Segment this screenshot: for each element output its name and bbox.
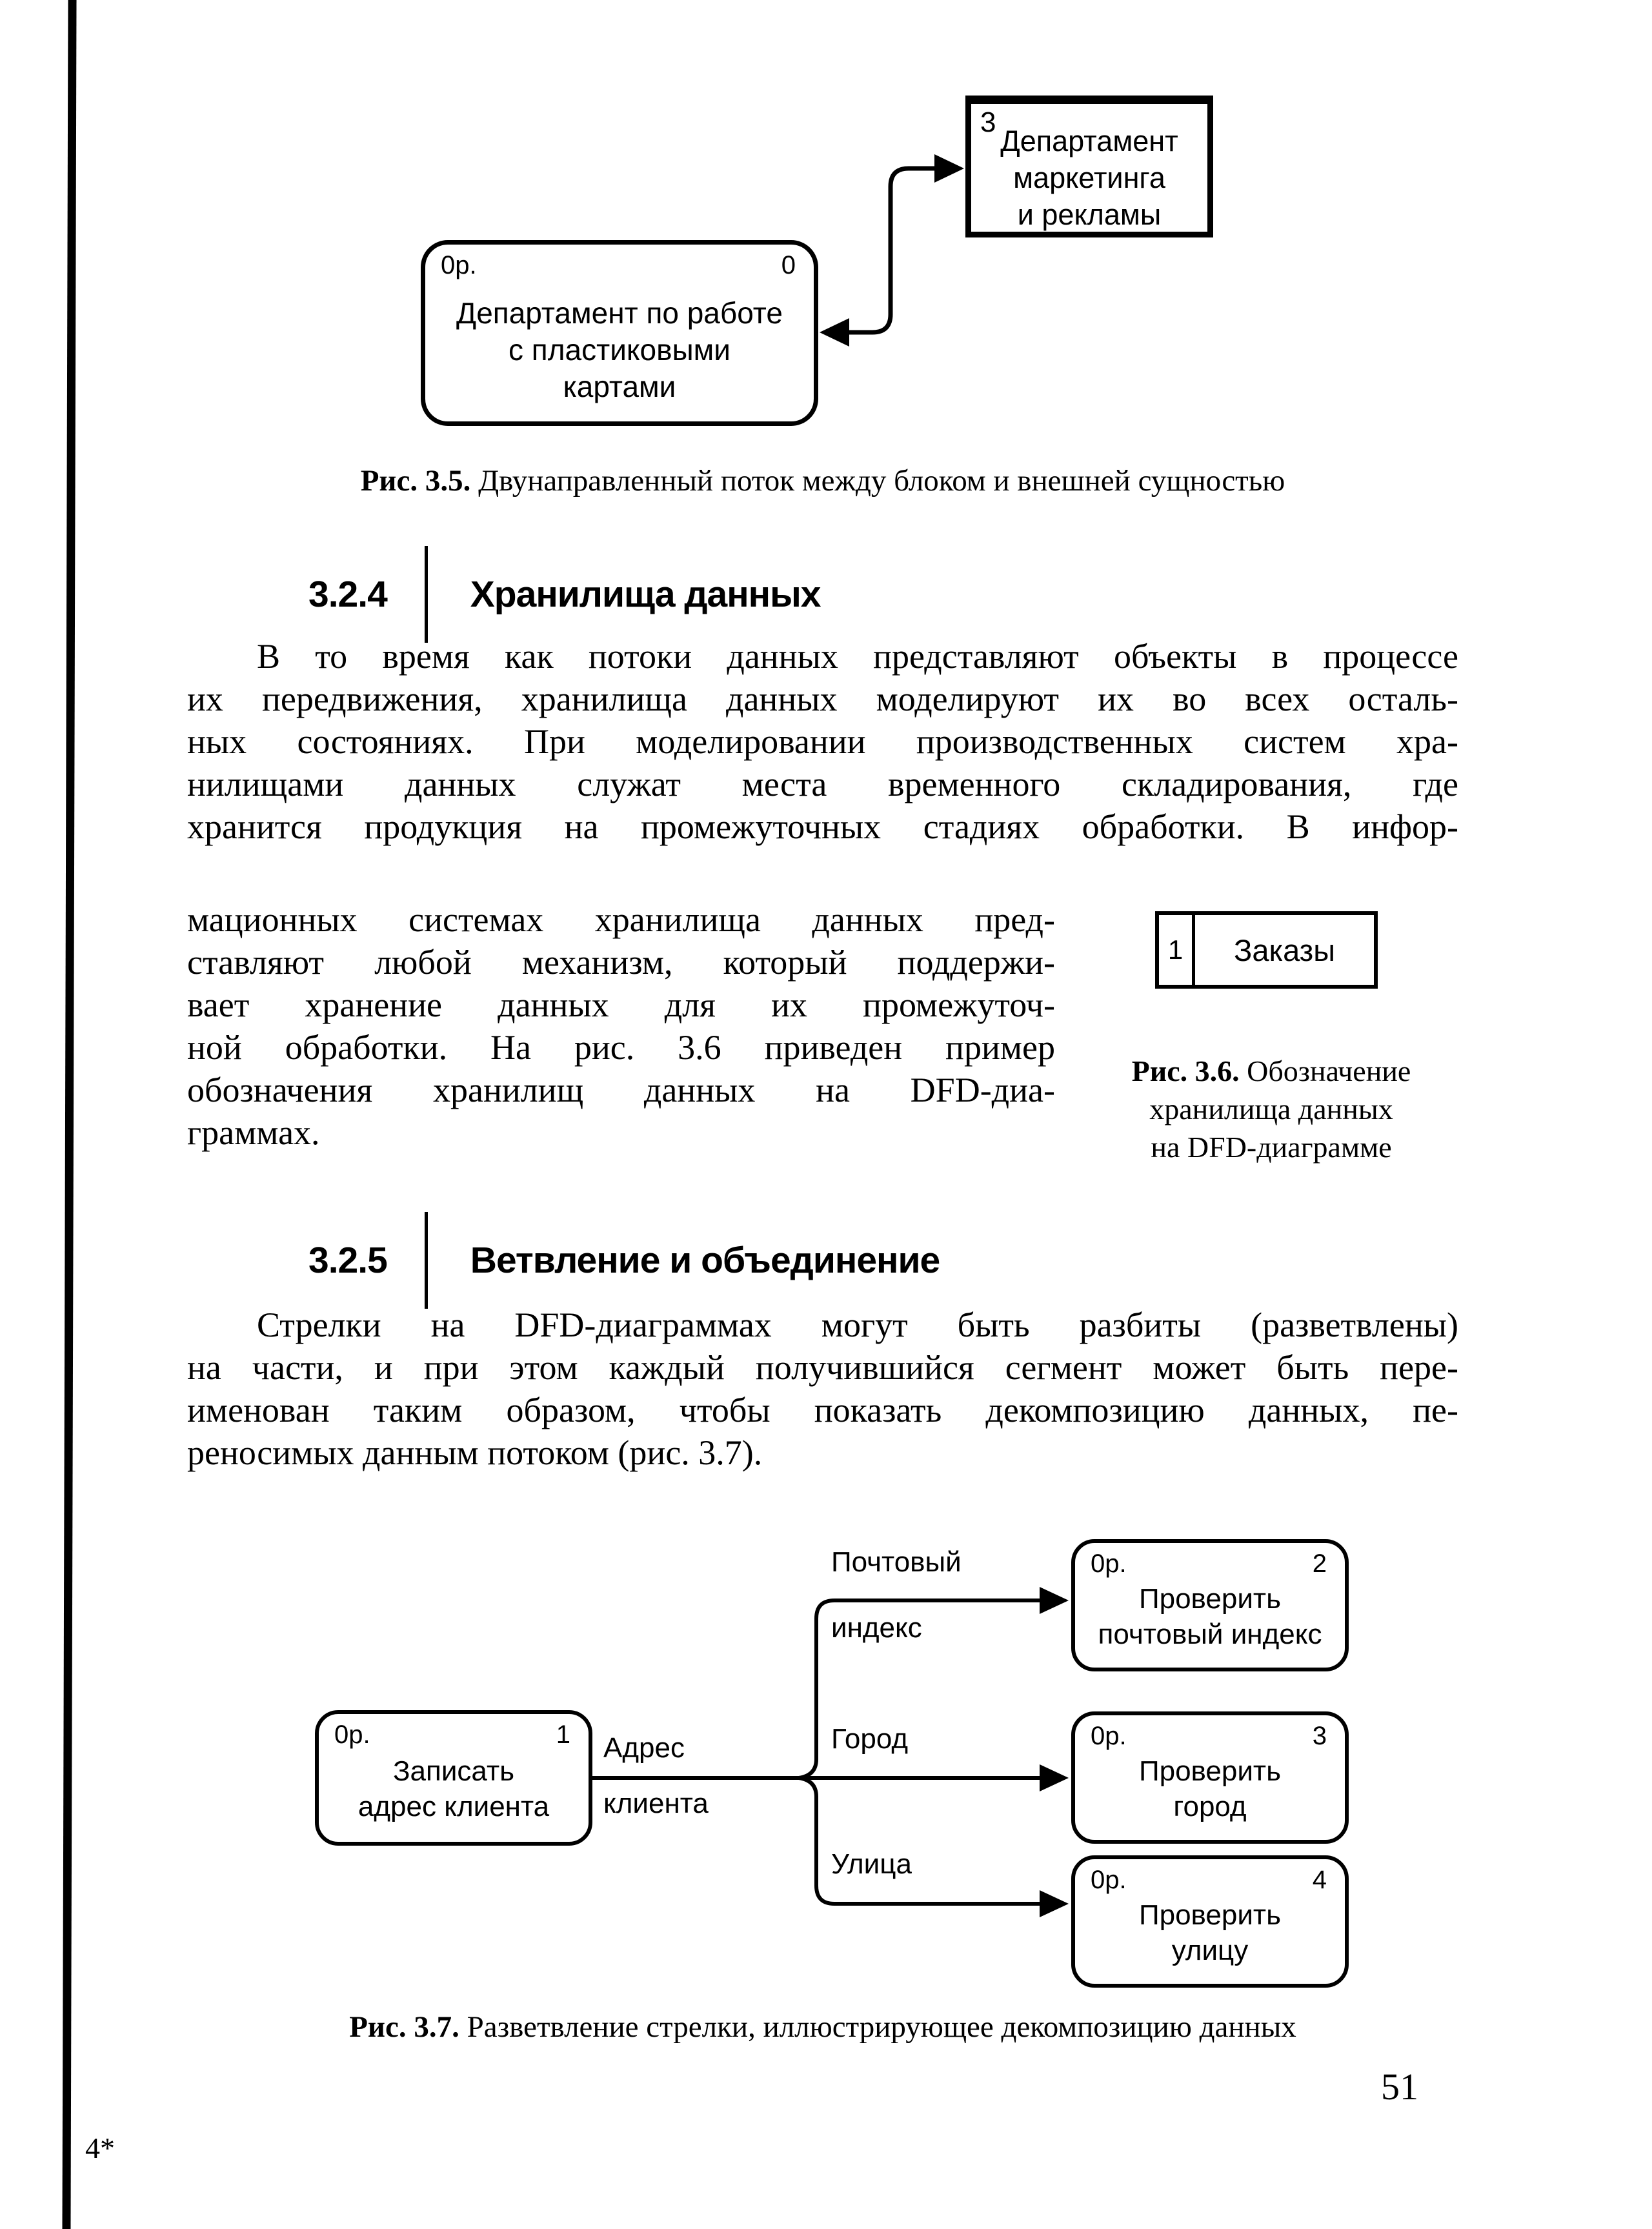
- figure37-caption-number: Рис. 3.7.: [349, 2010, 459, 2044]
- fig37-arrowhead-top: [1040, 1587, 1069, 1614]
- process-box-check-postindex: [1071, 1539, 1349, 1671]
- para1-line5: хранится продукция на промежуточных стадиях обработки. В инфор-: [187, 807, 1458, 846]
- entity-number: 3: [980, 106, 996, 138]
- process-corner-right: 2: [1312, 1549, 1327, 1578]
- para1-line7: ставляют любой механизм, который поддержи-: [187, 943, 1055, 982]
- para1-line8: вает хранение данных для их промежуточ-: [187, 985, 1055, 1024]
- figure37-caption-text: Разветвление стрелки, иллюстрирующее декомпозицию данных: [459, 2010, 1296, 2044]
- figure35-caption-number: Рис. 3.5.: [360, 464, 471, 498]
- para2-line4: реносимых данным потоком (рис. 3.7).: [187, 1433, 763, 1472]
- process-box-check-street: [1071, 1855, 1349, 1988]
- figure36-caption-line2: хранилища данных: [1149, 1093, 1393, 1125]
- section-heading-3-2-4: [308, 546, 820, 643]
- store-label: Заказы: [1233, 933, 1336, 967]
- fig35-arrowhead-right: [934, 154, 964, 183]
- flow-label-address-line2: клиента: [603, 1788, 709, 1819]
- process-label-line: Проверить: [1138, 1899, 1282, 1931]
- para1-line4: нилищами данных служат места временного складирования, где: [187, 765, 1458, 803]
- process-corner-right: 1: [556, 1720, 570, 1749]
- para1-line11: граммах.: [187, 1113, 320, 1152]
- para2-line2: на части, и при этом каждый получившийся сегмент может быть пере-: [187, 1348, 1458, 1387]
- process-corner-left: 0p.: [441, 251, 477, 279]
- process-box-record-address: [315, 1710, 592, 1846]
- process-corner-left: 0p.: [1091, 1549, 1127, 1578]
- flow-label-postindex-line2: индекс: [831, 1612, 922, 1644]
- process-label-line: Записать: [392, 1755, 515, 1787]
- entity-label-line: Департамент: [1000, 124, 1178, 157]
- fig37-arrowhead-middle: [1040, 1764, 1069, 1791]
- signature-mark: 4*: [85, 2132, 115, 2164]
- para1-line3: ных состояниях. При моделировании производственных систем хра-: [187, 722, 1458, 761]
- figure35-caption: [187, 462, 1458, 500]
- heading-divider-bar: [425, 1212, 428, 1309]
- fig37-bottom-branch: [799, 1778, 1042, 1904]
- process-label: [1075, 1543, 1345, 1668]
- paragraph-1: [187, 635, 1458, 848]
- para2-line3: именован таким образом, чтобы показать декомпозицию данных, пе-: [187, 1391, 1458, 1429]
- process-box-check-city: [1071, 1711, 1349, 1844]
- section-number: 3.2.4: [308, 574, 387, 615]
- process-label-line: картами: [563, 369, 676, 403]
- flow-label-address-line1: Адрес: [603, 1732, 685, 1764]
- page-number: 51: [1381, 2066, 1418, 2108]
- process-corner-right: 0: [781, 251, 796, 279]
- paragraph-1-narrow: [187, 898, 1055, 1154]
- entity-label: [971, 104, 1207, 232]
- process-label: [319, 1714, 589, 1842]
- para1-line2: их передвижения, хранилища данных моделируют их во всех осталь-: [187, 680, 1458, 718]
- process-label: [425, 245, 814, 421]
- entity-label-line: и рекламы: [1017, 197, 1162, 231]
- paragraph-2: [187, 1304, 1458, 1474]
- section-title: Ветвление и объединение: [470, 1240, 940, 1281]
- process-corner-left: 0p.: [334, 1720, 370, 1749]
- flow-label-city: Город: [831, 1723, 909, 1755]
- figure36-caption-number: Рис. 3.6.: [1131, 1054, 1240, 1087]
- figure36-caption: [1084, 1052, 1458, 1166]
- process-label-line: улицу: [1171, 1934, 1249, 1966]
- process-label-line: с пластиковыми: [509, 332, 730, 367]
- process-label-line: Проверить: [1138, 1582, 1282, 1615]
- section-number: 3.2.5: [308, 1240, 387, 1281]
- process-box-card-department: [421, 240, 818, 426]
- para1-line1: В то время как потоки данных представляют объекты в процессе: [257, 637, 1458, 676]
- process-corner-right: 3: [1312, 1722, 1327, 1750]
- data-store-box-orders: [1155, 911, 1378, 989]
- process-label-line: город: [1173, 1790, 1247, 1822]
- fig35-arrowhead-left: [820, 318, 849, 347]
- figure37-caption: [187, 2008, 1458, 2046]
- entity-label-line: маркетинга: [1013, 161, 1165, 194]
- process-corner-right: 4: [1312, 1866, 1327, 1894]
- process-label: [1075, 1859, 1345, 1984]
- section-title: Хранилища данных: [470, 574, 821, 615]
- para1-line10: обозначения хранилищ данных на DFD-диа-: [187, 1071, 1055, 1109]
- fig37-arrowhead-bottom: [1040, 1890, 1069, 1917]
- process-label-line: Проверить: [1138, 1755, 1282, 1787]
- process-label-line: почтовый индекс: [1098, 1618, 1322, 1650]
- para1-line6: мационных системах хранилища данных пред-: [187, 900, 1055, 939]
- figure36-caption-line3: на DFD-диаграмме: [1151, 1131, 1392, 1164]
- store-number: 1: [1159, 915, 1195, 985]
- flow-label-street: Улица: [831, 1848, 912, 1880]
- fig35-flow-line: [847, 168, 937, 332]
- process-label: [1075, 1715, 1345, 1840]
- figure36-caption-line1: [1084, 1052, 1458, 1090]
- heading-divider-bar: [425, 546, 428, 643]
- figure36-caption-line1-text: Обозначение: [1239, 1054, 1411, 1087]
- process-corner-left: 0p.: [1091, 1866, 1127, 1894]
- external-entity-box-marketing: [965, 96, 1213, 237]
- para1-line9: ной обработки. На рис. 3.6 приведен пример: [187, 1028, 1055, 1067]
- process-corner-left: 0p.: [1091, 1722, 1127, 1750]
- section-heading-3-2-5: [308, 1212, 940, 1309]
- para2-line1: Стрелки на DFD-диаграммах могут быть разбиты (разветвлены): [257, 1306, 1458, 1344]
- flow-label-postindex-line1: Почтовый: [831, 1546, 962, 1578]
- process-label-line: Департамент по работе: [456, 296, 783, 330]
- process-label-line: адрес клиента: [358, 1791, 550, 1822]
- figure35-caption-text: Двунаправленный поток между блоком и внешней сущностью: [470, 464, 1285, 498]
